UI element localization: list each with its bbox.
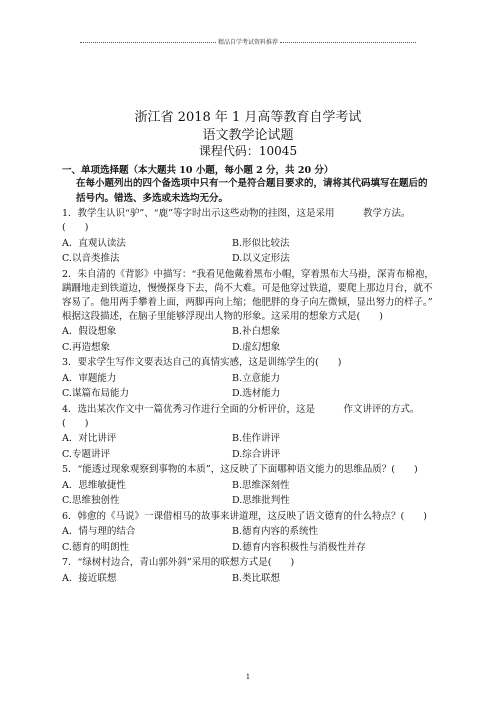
question-7 [62,556,436,586]
option-d: D.德育内容积极性与消极性并存 [232,541,366,553]
options-row [62,479,436,493]
page-number: 1 [245,673,251,681]
question-text-line: 容易了。他用两手攀着上面，两脚再向上缩；他肥胖的身子向左微倾，显出努力的样子。” [62,296,433,308]
option-a: A．假设想象 [62,326,117,337]
question-6 [62,510,436,555]
option-c: C.德育的明朗性 [62,541,129,553]
option-a: A．接近联想 [62,572,117,584]
option-b: B.补白想象 [232,326,281,337]
option-b: B.德育内容的系统性 [232,526,319,537]
option-d: D.选材能力 [232,388,281,399]
exam-title: 浙江省 2018 年 1 月高等教育自学考试 [134,110,362,125]
options-row [62,525,436,539]
question-stem: 3．要求学生写作文要表达自己的真情实感，这是训练学生的( ) [62,357,342,368]
header-text: 精品自学考试资料推荐 [218,39,279,46]
option-b: B.佳作讲评 [232,433,281,444]
options-row [62,387,436,401]
question-4 [62,403,436,462]
options-row [62,325,436,339]
question-stem: 7．“绿树村边合，青山郭外斜”采用的联想方式是( ) [62,557,295,568]
options-row [62,494,436,508]
subject-title: 语文教学论试题 [202,128,294,143]
option-c: C.谋篇布局能力 [62,388,129,399]
option-d: D.思维批判性 [232,495,290,506]
options-row [62,541,436,555]
options-row [62,572,436,586]
question-1 [62,207,436,266]
option-b: B.类比联想 [232,572,281,584]
option-a: A．情与理的结合 [62,526,136,537]
option-b: B.形似比较法 [232,237,290,249]
question-stem: 1．教学生认识“驴”、“鹿”等字时出示这些动物的挂图，这是采用 教学方法。( ) [62,208,411,233]
option-a: A．思维敏捷性 [62,479,126,491]
header-dots-right [280,42,416,43]
option-a: A．直观认读法 [62,237,126,249]
question-5 [62,463,436,508]
option-a: A．对比讲评 [62,433,117,444]
course-code: 课程代码：10045 [198,144,298,158]
option-c: C.以音类推法 [62,253,120,264]
question-stem: 4．选出某次作文中一篇优秀习作进行全面的分析评价，这是 作文讲评的方式。( ) [62,403,420,429]
section-note-line2: 括号内。错选、多选或未选均无分。 [76,193,229,204]
question-stem: 5．“能透过现象观察到事物的本质”，这反映了下面哪种语文能力的思维品质？( ) [62,464,418,475]
options-row [62,372,436,386]
option-b: B.思维深刻性 [232,479,290,491]
question-text-line: 蹒跚地走到铁道边，慢慢探身下去，尚不大难。可是他穿过铁道，要爬上那边月台，就不 [62,282,433,294]
option-a: A．审题能力 [62,372,117,384]
question-stem: 2．朱自清的《背影》中描写：“我看见他戴着黑布小帽，穿着黑布大马褂，深青布棉袍， [62,268,434,280]
options-row [62,448,436,462]
section-heading: 一、单项选择题（本大题共 10 小题，每小题 2 分，共 20 分） [62,165,334,176]
question-list [62,207,436,587]
page-header [80,37,416,46]
options-row [62,237,436,251]
options-row [62,341,436,355]
option-c: C.再造想象 [62,341,110,353]
header-dots-left [80,42,216,43]
options-row [62,432,436,446]
option-d: D.以义定形法 [232,253,290,264]
option-c: C.专题讲评 [62,448,110,460]
option-c: C.思维独创性 [62,495,120,506]
question-stem: 6．韩愈的《马说》一课借相马的故事来讲道理，这反映了语文德育的什么特点？( ) [62,510,427,522]
option-d: D.虚幻想象 [232,341,281,353]
question-text-line: 根据这段描述，在脑子里能够浮现出人物的形象。这采用的想象方式是( ) [62,310,383,322]
section-note-line1: 在每小题列出的四个备选项中只有一个是符合题目要求的，请将其代码填写在题后的 [76,178,428,189]
question-3 [62,356,436,401]
question-2 [62,268,436,355]
option-b: B.立意能力 [232,372,281,384]
option-d: D.综合讲评 [232,448,281,460]
options-row [62,252,436,266]
